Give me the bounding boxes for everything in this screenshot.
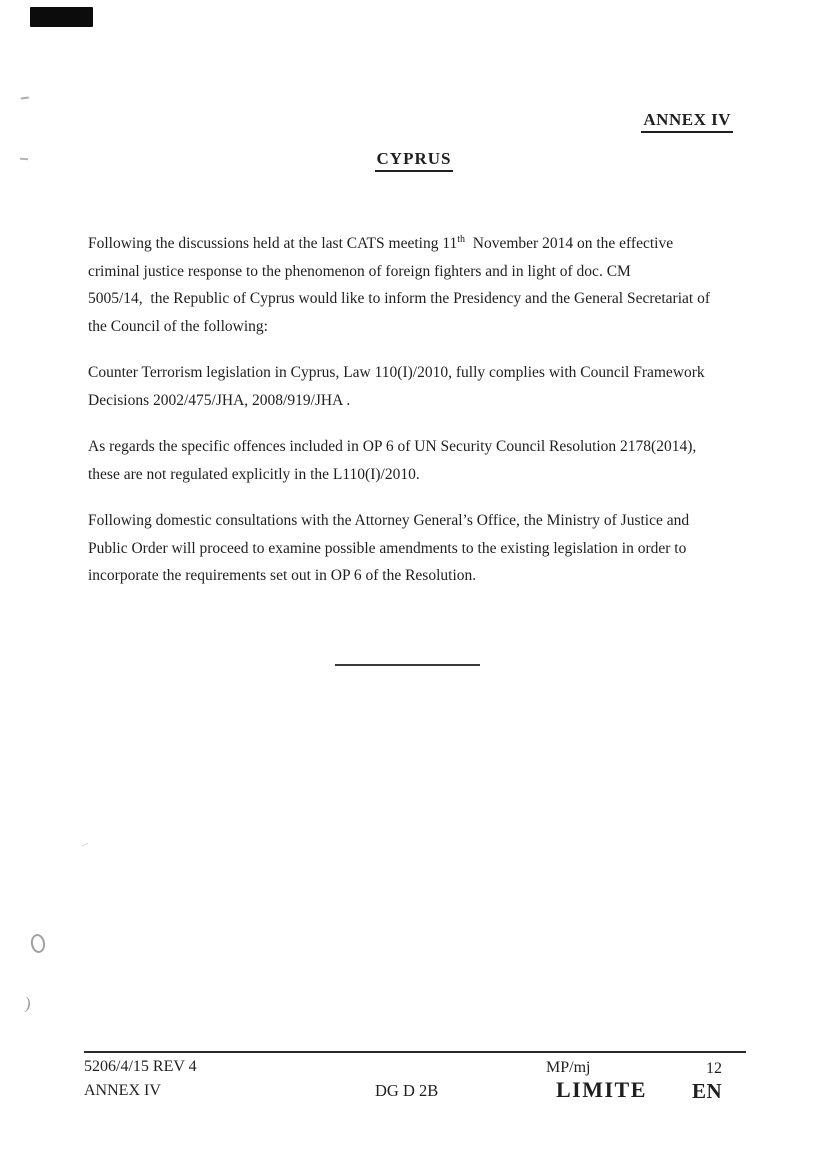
- paragraph-1: [88, 230, 768, 340]
- footer-language-code: EN: [692, 1079, 723, 1103]
- paragraph-1-line-1-post: November 2014 on the effective: [465, 235, 674, 252]
- footer-doc-reference: 5206/4/15 REV 4: [84, 1058, 197, 1075]
- footer-initials: MP/mj: [546, 1059, 591, 1076]
- paragraph-2-line-2: Decisions 2002/475/JHA, 2008/919/JHA .: [88, 391, 351, 409]
- paragraph-4-line-2: Public Order will proceed to examine possible amendments to the existing legislation in order to: [88, 539, 687, 557]
- scan-artifact-dash-top: [21, 96, 30, 102]
- footer-directorate: DG D 2B: [375, 1081, 439, 1100]
- paragraph-2-line-1: Counter Terrorism legislation in Cyprus, Law 110(I)/2010, fully complies with Council Framework: [88, 364, 705, 381]
- footer-classification: LIMITE: [556, 1077, 647, 1102]
- section-separator: [335, 664, 480, 666]
- paragraph-1-line-4: the Council of the following:: [88, 317, 268, 335]
- scan-artifact-bar: [30, 7, 93, 27]
- paragraph-3: [88, 433, 768, 488]
- page-title-label: CYPRUS: [375, 149, 454, 172]
- footer-annex-label: ANNEX IV: [84, 1082, 161, 1099]
- annex-header-label: ANNEX IV: [641, 110, 733, 133]
- footer-rule: [84, 1051, 746, 1053]
- scan-artifact-smudge: [82, 843, 90, 849]
- ordinal-superscript: th: [457, 233, 466, 245]
- paragraph-4-line-1: Following domestic consultations with the Attorney General’s Office, the Ministry of Justice and: [88, 512, 690, 529]
- paragraph-2: [88, 359, 768, 414]
- document-body: [88, 230, 768, 609]
- paragraph-1-line-1-pre: Following the discussions held at the last CATS meeting 11: [88, 235, 458, 252]
- paragraph-1-line-1: [88, 230, 768, 258]
- paragraph-1-line-2: criminal justice response to the phenomenon of foreign fighters and in light of doc. CM: [88, 262, 631, 280]
- annex-header: [641, 110, 733, 133]
- paragraph-1-line-3: 5005/14, the Republic of Cyprus would like to inform the Presidency and the General Secretariat of: [88, 290, 710, 307]
- footer-page-number: 12: [706, 1060, 722, 1077]
- scan-artifact-ring: [29, 933, 46, 954]
- paragraph-4-line-3: incorporate the requirements set out in OP 6 of the Resolution.: [88, 567, 477, 584]
- paragraph-3-line-2: these are not regulated explicitly in the L110(I)/2010.: [88, 465, 420, 483]
- paragraph-4: [88, 507, 768, 590]
- page-title: [0, 149, 828, 172]
- paragraph-3-line-1: As regards the specific offences included in OP 6 of UN Security Council Resolution 2178(2014),: [88, 438, 697, 455]
- scan-artifact-paren: ): [23, 993, 33, 1014]
